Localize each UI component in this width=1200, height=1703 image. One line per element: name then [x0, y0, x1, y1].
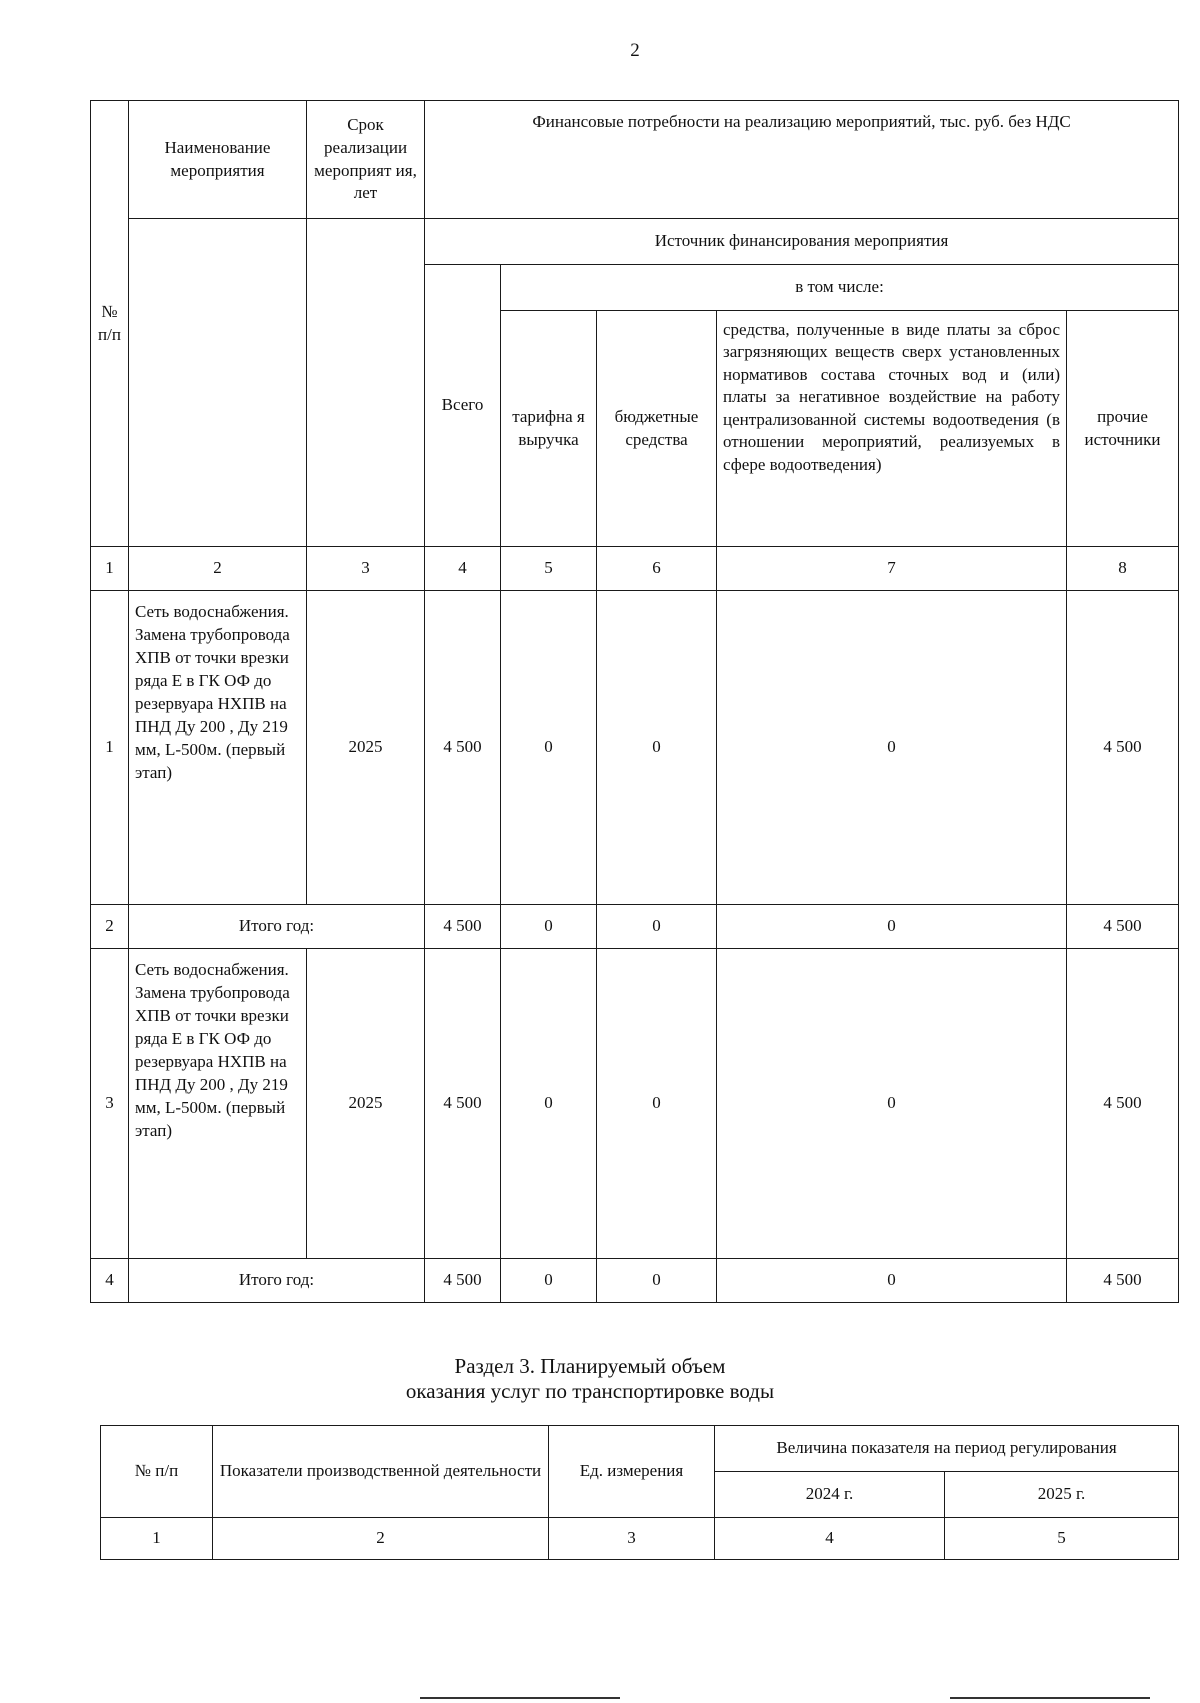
header-including: в том числе: — [501, 265, 1179, 311]
header-source: Источник финансирования мероприятия — [425, 219, 1179, 265]
table-row-total — [91, 1259, 1179, 1303]
header-term: Срок реализации мероприят ия, лет — [307, 101, 425, 219]
row-fees: 0 — [717, 591, 1067, 905]
column-number: 4 — [715, 1518, 945, 1560]
header-finance: Финансовые потребности на реализацию мероприятий, тыс. руб. без НДС — [425, 101, 1179, 219]
row-tariff: 0 — [501, 591, 597, 905]
section-3-title — [300, 1354, 880, 1404]
row-other: 4 500 — [1067, 591, 1179, 905]
header-indicators: Показатели производственной деятельности — [213, 1426, 549, 1518]
header-year-2024: 2024 г. — [715, 1472, 945, 1518]
row-fees: 0 — [717, 1259, 1067, 1303]
column-number: 5 — [501, 547, 597, 591]
row-budget: 0 — [597, 905, 717, 949]
row-name: Сеть водоснабжения. Замена трубопровода ХПВ от точки врезки ряда Е в ГК ОФ до резервуара НХПВ на ПНД Ду 200 , Ду 219 мм, L-500м. (первый этап) — [129, 949, 307, 1259]
row-total: 4 500 — [425, 905, 501, 949]
row-num: 4 — [91, 1259, 129, 1303]
column-number: 3 — [549, 1518, 715, 1560]
row-fees: 0 — [717, 949, 1067, 1259]
header-name-blank — [129, 219, 307, 547]
row-total: 4 500 — [425, 949, 501, 1259]
row-other: 4 500 — [1067, 1259, 1179, 1303]
row-total-label: Итого год: — [129, 905, 425, 949]
row-name: Сеть водоснабжения. Замена трубопровода ХПВ от точки врезки ряда Е в ГК ОФ до резервуара НХПВ на ПНД Ду 200 , Ду 219 мм, L-500м. (первый этап) — [129, 591, 307, 905]
header-other: прочие источники — [1067, 311, 1179, 547]
row-num: 2 — [91, 905, 129, 949]
row-other: 4 500 — [1067, 905, 1179, 949]
section-3-title-line2: оказания услуг по транспортировке воды — [405, 1379, 775, 1404]
row-term: 2025 — [307, 591, 425, 905]
column-number: 8 — [1067, 547, 1179, 591]
column-number: 4 — [425, 547, 501, 591]
row-tariff: 0 — [501, 1259, 597, 1303]
financing-table — [90, 100, 1179, 1303]
row-budget: 0 — [597, 1259, 717, 1303]
scan-line-bottom-left — [420, 1697, 620, 1699]
row-num: 3 — [91, 949, 129, 1259]
header-num: № п/п — [101, 1426, 213, 1518]
row-total: 4 500 — [425, 1259, 501, 1303]
column-number: 1 — [101, 1518, 213, 1560]
scan-line-bottom-right — [950, 1697, 1150, 1699]
column-number: 7 — [717, 547, 1067, 591]
header-budget: бюджетные средства — [597, 311, 717, 547]
row-total: 4 500 — [425, 591, 501, 905]
row-budget: 0 — [597, 949, 717, 1259]
row-tariff: 0 — [501, 949, 597, 1259]
row-fees: 0 — [717, 905, 1067, 949]
column-number: 2 — [129, 547, 307, 591]
header-unit: Ед. измерения — [549, 1426, 715, 1518]
header-total: Всего — [425, 265, 501, 547]
header-fees: средства, полученные в виде платы за сброс загрязняющих веществ сверх установленных нормативов состава сточных вод и (или) платы за негативное воздействие на работу централизованной системы водоотведения (в отношении мероприятий, реализуемых в сфере водоотведения) — [717, 311, 1067, 547]
column-number-row — [91, 547, 1179, 591]
table-row-total — [91, 905, 1179, 949]
section-3-title-line1: Раздел 3. Планируемый объем — [454, 1354, 726, 1378]
column-number: 3 — [307, 547, 425, 591]
row-budget: 0 — [597, 591, 717, 905]
column-number: 6 — [597, 547, 717, 591]
column-number: 5 — [945, 1518, 1179, 1560]
row-num: 1 — [91, 591, 129, 905]
header-year-2025: 2025 г. — [945, 1472, 1179, 1518]
header-tariff: тарифна я выручка — [501, 311, 597, 547]
header-name: Наименование мероприятия — [129, 101, 307, 219]
header-num: № п/п — [91, 101, 129, 547]
page-number: 2 — [630, 40, 640, 61]
table-row — [91, 949, 1179, 1259]
column-number: 1 — [91, 547, 129, 591]
column-number-row — [101, 1518, 1179, 1560]
row-term: 2025 — [307, 949, 425, 1259]
services-table — [100, 1425, 1179, 1560]
row-tariff: 0 — [501, 905, 597, 949]
row-total-label: Итого год: — [129, 1259, 425, 1303]
row-other: 4 500 — [1067, 949, 1179, 1259]
header-term-blank — [307, 219, 425, 547]
column-number: 2 — [213, 1518, 549, 1560]
table-row — [91, 591, 1179, 905]
header-value: Величина показателя на период регулирования — [715, 1426, 1179, 1472]
